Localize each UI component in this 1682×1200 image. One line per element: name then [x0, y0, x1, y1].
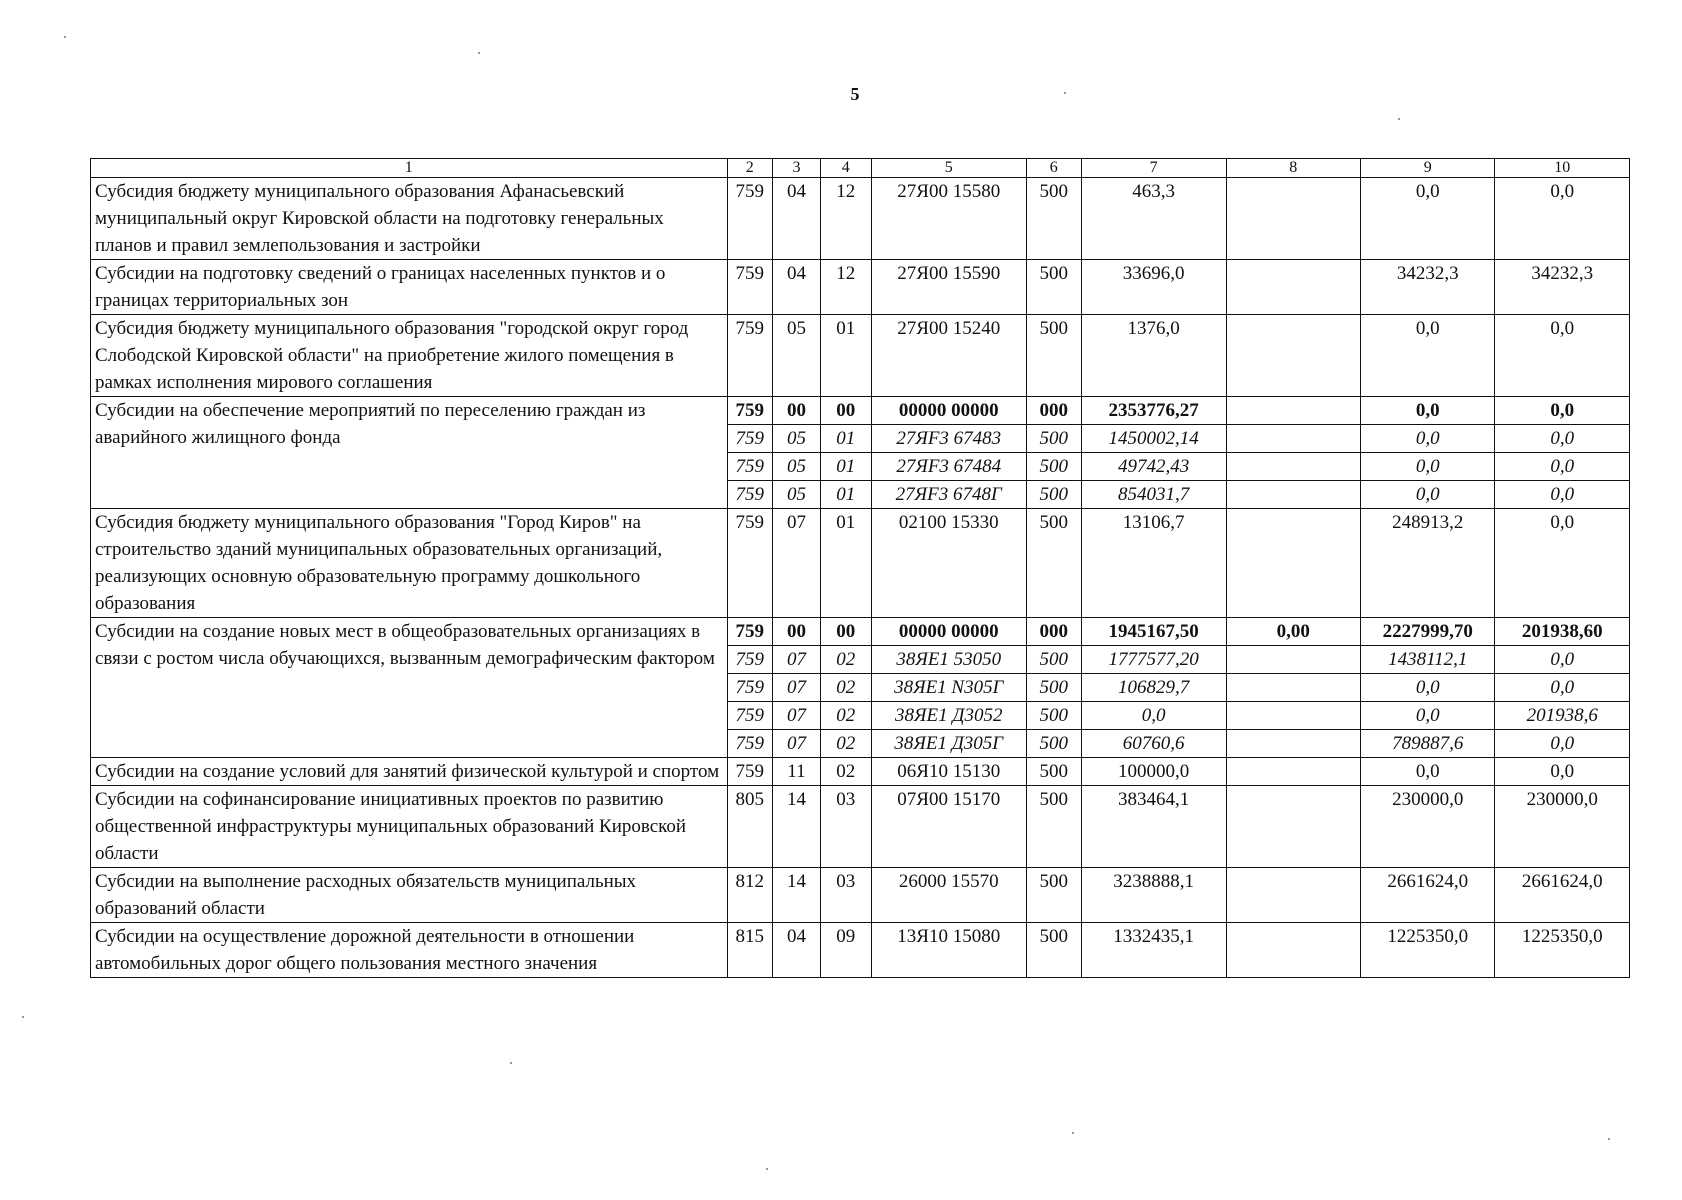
cell-col-2: 759: [727, 674, 772, 702]
cell-col-8: [1226, 397, 1360, 425]
cell-col-10: 0,0: [1495, 315, 1630, 397]
cell-col-2: 759: [727, 758, 772, 786]
cell-col-5: 00000 00000: [871, 618, 1026, 646]
cell-col-6: 500: [1026, 646, 1081, 674]
table-row: [91, 923, 1630, 978]
cell-col-7: 1332435,1: [1081, 923, 1226, 978]
table-row: [91, 260, 1630, 315]
cell-col-9: 0,0: [1361, 178, 1495, 260]
cell-col-4: 00: [821, 618, 871, 646]
table-row: [91, 758, 1630, 786]
cell-col-10: 0,0: [1495, 178, 1630, 260]
cell-col-6: 500: [1026, 315, 1081, 397]
column-header-4: 4: [821, 159, 871, 178]
cell-col-10: 201938,60: [1495, 618, 1630, 646]
scan-speck: [1072, 1132, 1074, 1134]
cell-col-8: [1226, 730, 1360, 758]
cell-col-5: 07Я00 15170: [871, 786, 1026, 868]
cell-col-3: 05: [772, 481, 820, 509]
cell-col-2: 759: [727, 315, 772, 397]
cell-col-2: 759: [727, 702, 772, 730]
cell-col-2: 759: [727, 425, 772, 453]
cell-col-9: 1225350,0: [1361, 923, 1495, 978]
column-header-8: 8: [1226, 159, 1360, 178]
cell-col-7: 2353776,27: [1081, 397, 1226, 425]
cell-col-10: 0,0: [1495, 730, 1630, 758]
cell-col-6: 500: [1026, 730, 1081, 758]
cell-col-4: 01: [821, 425, 871, 453]
cell-col-7: 13106,7: [1081, 509, 1226, 618]
cell-col-10: 201938,6: [1495, 702, 1630, 730]
cell-col-3: 05: [772, 425, 820, 453]
cell-col-5: 27Я00 15580: [871, 178, 1026, 260]
scan-speck: [1398, 118, 1400, 120]
cell-col-2: 812: [727, 868, 772, 923]
cell-col-9: 2661624,0: [1361, 868, 1495, 923]
cell-col-9: 0,0: [1361, 315, 1495, 397]
cell-col-5: 02100 15330: [871, 509, 1026, 618]
cell-col-2: 759: [727, 646, 772, 674]
cell-col-3: 00: [772, 618, 820, 646]
column-header-9: 9: [1361, 159, 1495, 178]
cell-col-4: 02: [821, 730, 871, 758]
cell-col-6: 500: [1026, 786, 1081, 868]
cell-col-10: 0,0: [1495, 646, 1630, 674]
cell-col-5: 27ЯF3 67484: [871, 453, 1026, 481]
cell-col-10: 0,0: [1495, 674, 1630, 702]
row-description: Субсидии на осуществление дорожной деятельности в отношении автомобильных дорог общего пользования местного значения: [91, 923, 728, 978]
cell-col-8: [1226, 260, 1360, 315]
cell-col-8: [1226, 481, 1360, 509]
cell-col-7: 100000,0: [1081, 758, 1226, 786]
cell-col-3: 07: [772, 730, 820, 758]
row-description: Субсидия бюджету муниципального образования "Город Киров" на строительство зданий муниципальных образовательных организаций, реализующих основную образовательную программу дошкольного образования: [91, 509, 728, 618]
cell-col-6: 500: [1026, 178, 1081, 260]
cell-col-7: 1777577,20: [1081, 646, 1226, 674]
cell-col-9: 248913,2: [1361, 509, 1495, 618]
cell-col-6: 500: [1026, 481, 1081, 509]
cell-col-6: 500: [1026, 260, 1081, 315]
cell-col-4: 02: [821, 758, 871, 786]
cell-col-4: 03: [821, 786, 871, 868]
table-row: [91, 178, 1630, 260]
header-row: [91, 159, 1630, 178]
table-body: [91, 178, 1630, 978]
cell-col-2: 759: [727, 453, 772, 481]
cell-col-4: 02: [821, 702, 871, 730]
cell-col-10: 0,0: [1495, 509, 1630, 618]
cell-col-7: 383464,1: [1081, 786, 1226, 868]
table-row: [91, 618, 1630, 646]
cell-col-8: [1226, 509, 1360, 618]
cell-col-5: 38ЯЕ1 Д305Г: [871, 730, 1026, 758]
cell-col-9: 0,0: [1361, 397, 1495, 425]
cell-col-6: 000: [1026, 397, 1081, 425]
scan-speck: [1608, 1138, 1610, 1140]
row-description: Субсидии на подготовку сведений о границах населенных пунктов и о границах территориальных зон: [91, 260, 728, 315]
cell-col-6: 500: [1026, 868, 1081, 923]
cell-col-2: 759: [727, 730, 772, 758]
cell-col-2: 759: [727, 260, 772, 315]
cell-col-7: 1376,0: [1081, 315, 1226, 397]
cell-col-3: 14: [772, 786, 820, 868]
budget-table: [90, 158, 1630, 978]
cell-col-4: 03: [821, 868, 871, 923]
cell-col-10: 0,0: [1495, 397, 1630, 425]
column-header-1: 1: [91, 159, 728, 178]
cell-col-3: 04: [772, 923, 820, 978]
cell-col-10: 0,0: [1495, 481, 1630, 509]
cell-col-9: 0,0: [1361, 758, 1495, 786]
cell-col-3: 04: [772, 178, 820, 260]
cell-col-9: 789887,6: [1361, 730, 1495, 758]
cell-col-6: 500: [1026, 674, 1081, 702]
cell-col-4: 12: [821, 260, 871, 315]
column-header-7: 7: [1081, 159, 1226, 178]
cell-col-9: 0,0: [1361, 674, 1495, 702]
cell-col-7: 33696,0: [1081, 260, 1226, 315]
scan-speck: [510, 1062, 512, 1064]
column-header-3: 3: [772, 159, 820, 178]
cell-col-6: 500: [1026, 425, 1081, 453]
cell-col-4: 12: [821, 178, 871, 260]
table-row: [91, 509, 1630, 618]
cell-col-10: 2661624,0: [1495, 868, 1630, 923]
cell-col-5: 27Я00 15240: [871, 315, 1026, 397]
cell-col-3: 04: [772, 260, 820, 315]
cell-col-10: 0,0: [1495, 425, 1630, 453]
cell-col-8: [1226, 315, 1360, 397]
cell-col-5: 00000 00000: [871, 397, 1026, 425]
cell-col-7: 1450002,14: [1081, 425, 1226, 453]
scan-speck: [22, 1016, 24, 1018]
cell-col-3: 14: [772, 868, 820, 923]
cell-col-4: 01: [821, 453, 871, 481]
cell-col-10: 0,0: [1495, 758, 1630, 786]
scan-speck: [478, 52, 480, 54]
cell-col-6: 500: [1026, 509, 1081, 618]
cell-col-7: 49742,43: [1081, 453, 1226, 481]
cell-col-8: [1226, 923, 1360, 978]
cell-col-2: 759: [727, 397, 772, 425]
cell-col-5: 26000 15570: [871, 868, 1026, 923]
cell-col-8: [1226, 178, 1360, 260]
cell-col-4: 00: [821, 397, 871, 425]
cell-col-2: 805: [727, 786, 772, 868]
cell-col-9: 1438112,1: [1361, 646, 1495, 674]
scan-speck: [64, 36, 66, 38]
cell-col-7: 1945167,50: [1081, 618, 1226, 646]
cell-col-7: 60760,6: [1081, 730, 1226, 758]
cell-col-4: 02: [821, 674, 871, 702]
cell-col-5: 27Я00 15590: [871, 260, 1026, 315]
cell-col-9: 0,0: [1361, 425, 1495, 453]
column-header-10: 10: [1495, 159, 1630, 178]
cell-col-9: 34232,3: [1361, 260, 1495, 315]
cell-col-5: 38ЯЕ1 53050: [871, 646, 1026, 674]
cell-col-5: 38ЯЕ1 Д3052: [871, 702, 1026, 730]
cell-col-2: 815: [727, 923, 772, 978]
cell-col-2: 759: [727, 509, 772, 618]
scan-speck: [1064, 92, 1066, 94]
cell-col-3: 07: [772, 646, 820, 674]
cell-col-6: 000: [1026, 618, 1081, 646]
cell-col-3: 07: [772, 674, 820, 702]
cell-col-3: 11: [772, 758, 820, 786]
row-description: Субсидии на софинансирование инициативных проектов по развитию общественной инфраструктуры муниципальных образований Кировской области: [91, 786, 728, 868]
cell-col-8: [1226, 758, 1360, 786]
cell-col-4: 01: [821, 315, 871, 397]
cell-col-9: 0,0: [1361, 702, 1495, 730]
cell-col-4: 01: [821, 481, 871, 509]
cell-col-10: 0,0: [1495, 453, 1630, 481]
cell-col-3: 05: [772, 315, 820, 397]
cell-col-5: 27ЯF3 6748Г: [871, 481, 1026, 509]
table-row: [91, 397, 1630, 425]
cell-col-4: 02: [821, 646, 871, 674]
cell-col-9: 0,0: [1361, 453, 1495, 481]
cell-col-7: 854031,7: [1081, 481, 1226, 509]
cell-col-6: 500: [1026, 702, 1081, 730]
cell-col-8: [1226, 646, 1360, 674]
cell-col-10: 34232,3: [1495, 260, 1630, 315]
cell-col-3: 05: [772, 453, 820, 481]
cell-col-9: 0,0: [1361, 481, 1495, 509]
cell-col-6: 500: [1026, 758, 1081, 786]
cell-col-6: 500: [1026, 453, 1081, 481]
cell-col-5: 38ЯЕ1 N305Г: [871, 674, 1026, 702]
row-description: Субсидия бюджету муниципального образования "городской округ город Слободской Кировской области" на приобретение жилого помещения в рамках исполнения мирового соглашения: [91, 315, 728, 397]
row-description: Субсидии на создание условий для занятий физической культурой и спортом: [91, 758, 728, 786]
cell-col-5: 13Я10 15080: [871, 923, 1026, 978]
cell-col-7: 463,3: [1081, 178, 1226, 260]
cell-col-5: 06Я10 15130: [871, 758, 1026, 786]
scan-speck: [766, 1168, 768, 1170]
cell-col-8: [1226, 868, 1360, 923]
cell-col-8: [1226, 425, 1360, 453]
cell-col-8: [1226, 786, 1360, 868]
cell-col-2: 759: [727, 178, 772, 260]
cell-col-6: 500: [1026, 923, 1081, 978]
cell-col-9: 2227999,70: [1361, 618, 1495, 646]
cell-col-8: 0,00: [1226, 618, 1360, 646]
cell-col-2: 759: [727, 618, 772, 646]
cell-col-8: [1226, 674, 1360, 702]
table-row: [91, 868, 1630, 923]
table-row: [91, 786, 1630, 868]
cell-col-2: 759: [727, 481, 772, 509]
row-description: Субсидия бюджету муниципального образования Афанасьевский муниципальный округ Кировской области на подготовку генеральных планов и правил землепользования и застройки: [91, 178, 728, 260]
cell-col-3: 07: [772, 702, 820, 730]
cell-col-4: 09: [821, 923, 871, 978]
row-description: Субсидии на создание новых мест в общеобразовательных организациях в связи с ростом числа обучающихся, вызванным демографическим фактором: [91, 618, 728, 758]
cell-col-7: 0,0: [1081, 702, 1226, 730]
page-number: 5: [850, 84, 860, 104]
cell-col-7: 106829,7: [1081, 674, 1226, 702]
row-description: Субсидии на обеспечение мероприятий по переселению граждан из аварийного жилищного фонда: [91, 397, 728, 509]
row-description: Субсидии на выполнение расходных обязательств муниципальных образований области: [91, 868, 728, 923]
cell-col-7: 3238888,1: [1081, 868, 1226, 923]
cell-col-10: 1225350,0: [1495, 923, 1630, 978]
cell-col-8: [1226, 702, 1360, 730]
cell-col-10: 230000,0: [1495, 786, 1630, 868]
cell-col-9: 230000,0: [1361, 786, 1495, 868]
cell-col-4: 01: [821, 509, 871, 618]
column-header-2: 2: [727, 159, 772, 178]
cell-col-3: 00: [772, 397, 820, 425]
cell-col-8: [1226, 453, 1360, 481]
cell-col-3: 07: [772, 509, 820, 618]
column-header-6: 6: [1026, 159, 1081, 178]
cell-col-5: 27ЯF3 67483: [871, 425, 1026, 453]
column-header-5: 5: [871, 159, 1026, 178]
table-row: [91, 315, 1630, 397]
